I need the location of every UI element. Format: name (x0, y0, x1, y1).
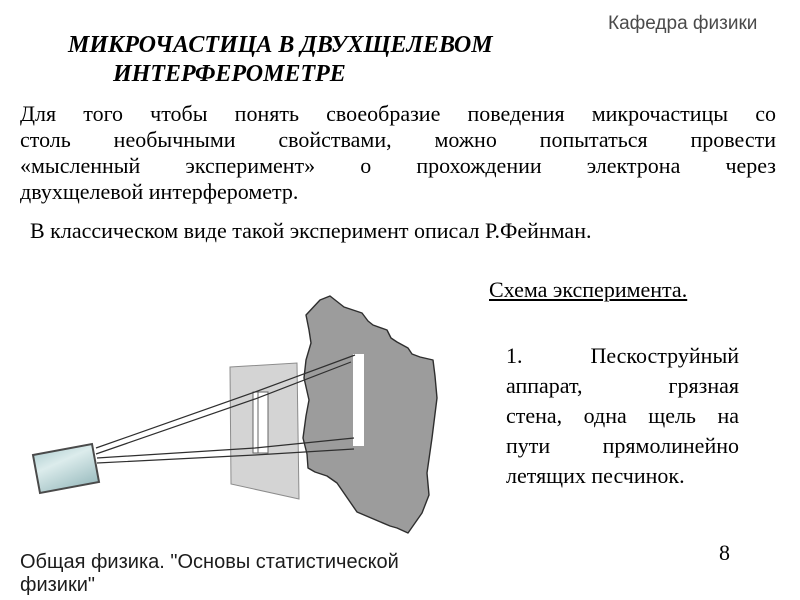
intro-line: столь необычными свойствами, можно попытаться провести (20, 127, 776, 152)
dirty-wall-shape (303, 296, 437, 533)
intro-line: двухщелевой интерферометр. (20, 179, 299, 204)
slide-title-line2: ИНТЕРФЕРОМЕТРЕ (113, 61, 346, 87)
experiment-diagram (12, 288, 462, 548)
footer-course-label: Общая физика. "Основы статистической физики" (20, 551, 399, 596)
intro-line: «мысленный эксперимент» о прохождении электрона через (20, 153, 776, 178)
page-number: 8 (719, 540, 730, 565)
diagram-caption: Схема эксперимента. (489, 277, 688, 302)
sandblast-gun-shape (33, 444, 99, 493)
slide-title-line1: МИКРОЧАСТИЦА В ДВУХЩЕЛЕВОМ (68, 32, 493, 58)
department-label: Кафедра физики (608, 13, 758, 34)
list-item-1-line: стена, одна щель на (506, 403, 739, 428)
list-item-1-line: аппарат, грязная (506, 373, 739, 398)
wall-slit (353, 354, 364, 446)
list-item-1-line: 1. Пескоструйный (506, 343, 739, 368)
list-item-1 (506, 341, 739, 491)
experiment-diagram-svg (12, 288, 462, 548)
slide-title (68, 31, 493, 89)
list-item-1-line: летящих песчинок. (506, 463, 685, 488)
feynman-note: В классическом виде такой эксперимент описал Р.Фейнман. (30, 218, 592, 243)
list-item-1-line: пути прямолинейно (506, 433, 739, 458)
intro-paragraph (20, 101, 776, 205)
intro-line: Для того чтобы понять своеобразие поведения микрочастицы со (20, 101, 776, 126)
screen-slit (253, 392, 268, 453)
